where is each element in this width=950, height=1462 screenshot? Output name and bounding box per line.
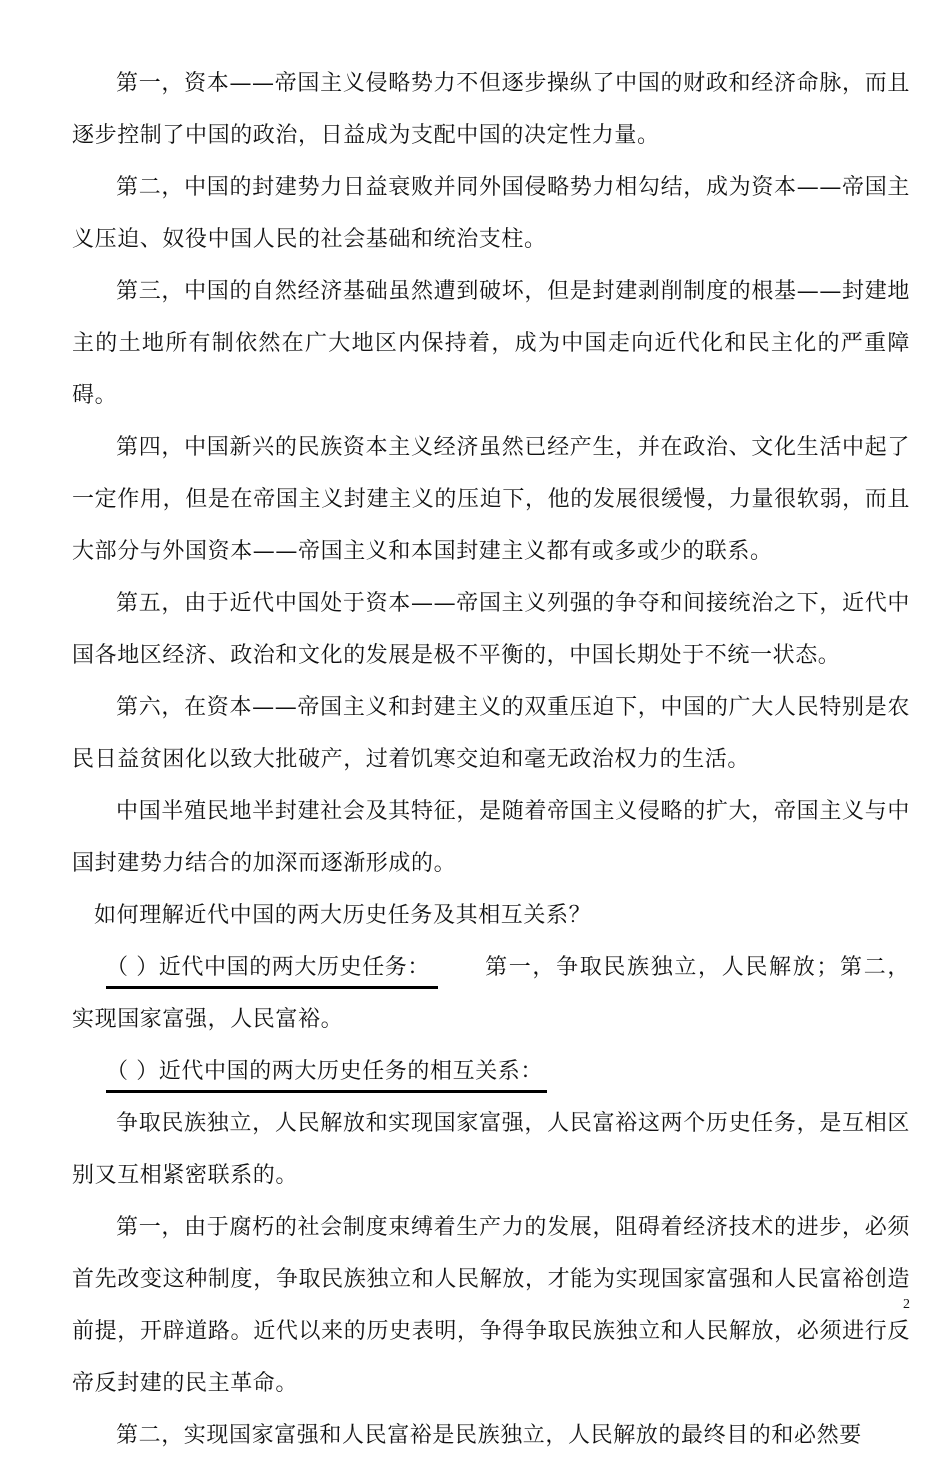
paragraph: 第一，资本——帝国主义侵略势力不但逐步操纵了中国的财政和经济命脉，而且逐步控制了中国的政治，日益成为支配中国的决定性力量。	[72, 71, 910, 148]
heading-body-text: 第一，争取民族独立，人民解放；第二，实现国家富强，人民富裕。	[72, 955, 910, 1032]
page-body	[72, 58, 910, 1462]
section-heading-1	[72, 942, 910, 1046]
paragraph: 第二，中国的封建势力日益衰败并同外国侵略势力相勾结，成为资本——帝国主义压迫、奴役中国人民的社会基础和统治支柱。	[72, 175, 910, 252]
paragraph: 第三，中国的自然经济基础虽然遭到破坏，但是封建剥削制度的根基——封建地主的土地所有制依然在广大地区内保持着，成为中国走向近代化和民主化的严重障碍。	[72, 279, 910, 408]
section-heading-2	[72, 1046, 910, 1098]
paragraph: 第二，实现国家富强和人民富裕是民族独立，人民解放的最终目的和必然要	[116, 1423, 862, 1448]
paragraph: 第四，中国新兴的民族资本主义经济虽然已经产生，并在政治、文化生活中起了一定作用，但是在帝国主义封建主义的压迫下，他的发展很缓慢，力量很软弱，而且大部分与外国资本——帝国主义和本国封建主义都有或多或少的联系。	[72, 435, 910, 564]
paragraph: 第一，由于腐朽的社会制度束缚着生产力的发展，阻碍着经济技术的进步，必须首先改变这种制度，争取民族独立和人民解放，才能为实现国家富强和人民富裕创造前提，开辟道路。近代以来的历史表明，争得争取民族独立和人民解放，必须进行反帝反封建的民主革命。	[72, 1215, 910, 1396]
underlined-heading: （ ）近代中国的两大历史任务：	[106, 950, 438, 989]
underlined-heading: （ ）近代中国的两大历史任务的相互关系：	[106, 1054, 547, 1093]
paragraph: 争取民族独立，人民解放和实现国家富强，人民富裕这两个历史任务，是互相区别又互相紧密联系的。	[72, 1111, 910, 1188]
paragraph: 第六，在资本——帝国主义和封建主义的双重压迫下，中国的广大人民特别是农民日益贫困化以致大批破产，过着饥寒交迫和毫无政治权力的生活。	[72, 695, 910, 772]
page-number: 2	[903, 1297, 910, 1312]
paragraph: 第五，由于近代中国处于资本——帝国主义列强的争夺和间接统治之下，近代中国各地区经济、政治和文化的发展是极不平衡的，中国长期处于不统一状态。	[72, 591, 910, 668]
question-line: 如何理解近代中国的两大历史任务及其相互关系？	[94, 903, 592, 928]
paragraph: 中国半殖民地半封建社会及其特征，是随着帝国主义侵略的扩大，帝国主义与中国封建势力结合的加深而逐渐形成的。	[72, 799, 910, 876]
